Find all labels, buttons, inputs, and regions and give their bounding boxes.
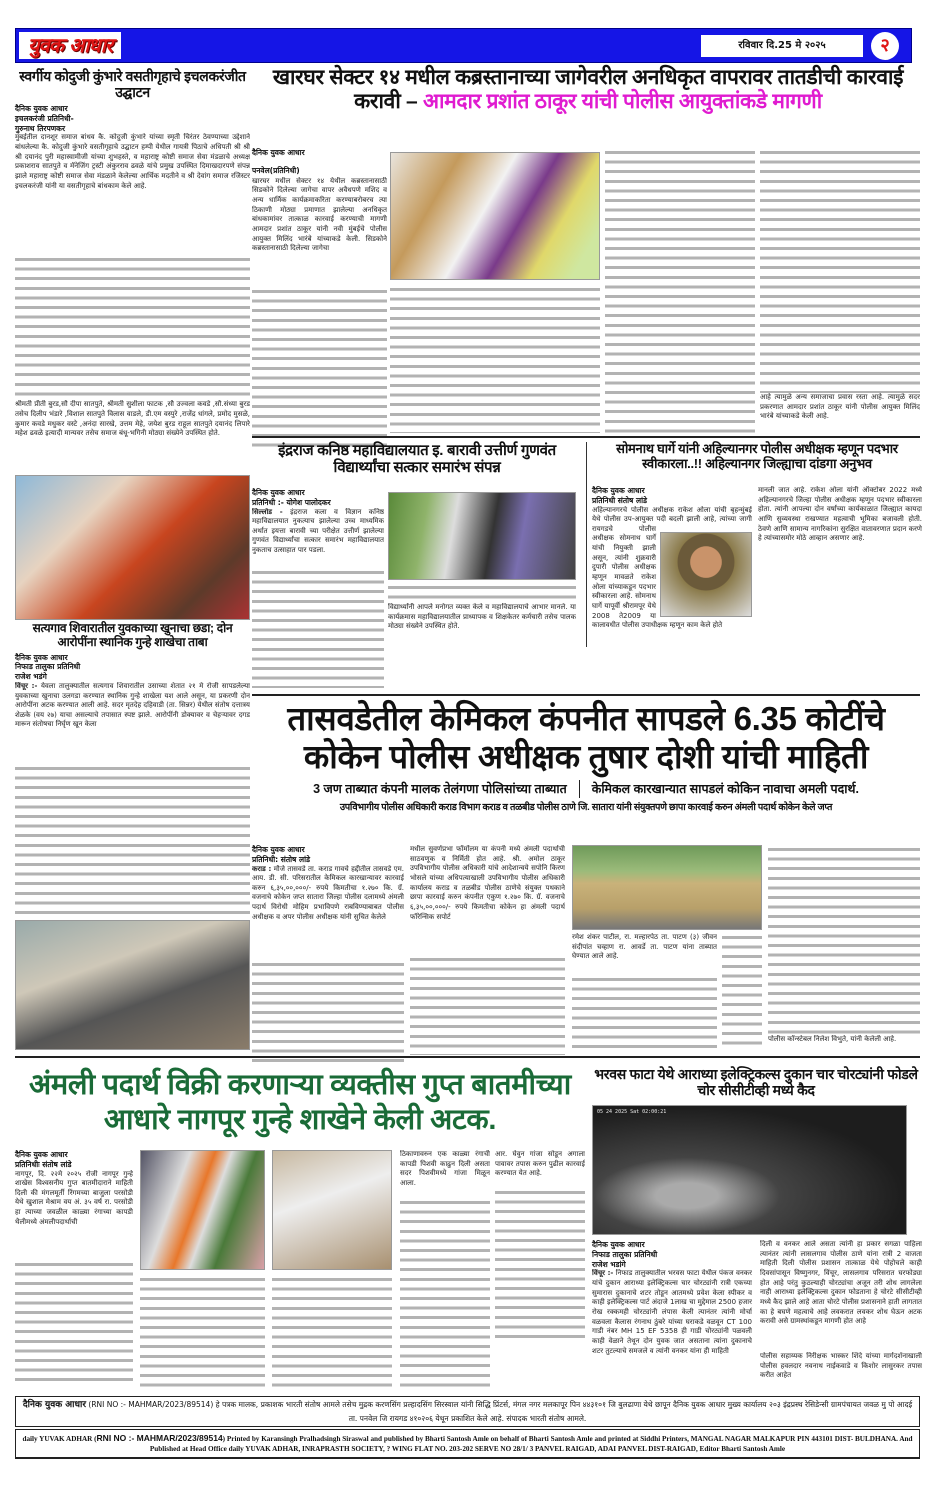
headline: खारघर सेक्टर १४ मधील कब्रस्तानाच्या जागेवरील अनधिकृत वापरावर तातडीची कारवाई करावी – <box>272 66 904 114</box>
article-indraraj <box>252 442 582 477</box>
article-satyagav <box>15 622 250 924</box>
article-body-2: मधील सुवर्णप्रभा फॉर्मोलम या कंपनी मध्ये अंमली पदार्थाची साठवणूक व निर्मिती होत आहे. श्री. अमोल ठाकूर उपविभागीय पोलीस अधिकारी यांचे आदेशान्वये सपोनि किरण भोसले यांच्या अधिपत्याखाली उपविभागीय पोलीस अधिकारी कार्यालय कराड व तळबीड पोलीस ठाणेचे संयुक्त पथकाने छापा कारवाई करुन कंपनीत एकुण १.२७० कि. ग्रॅ. वजनाचे ६,३५,००,०००/- रुपये किमतीचा कोकेन हा अंमली पदार्थ फॉरेन्सिक सपोर्ट <box>410 845 565 921</box>
headline: स्वर्गीय कोदुजी कुंभारे वसतीगृहाचे इचलकरंजीत उद्घाटन <box>19 68 246 101</box>
article-body: इंद्रराज कला व विज्ञान कनिष्ठ महाविद्यालयात नुकत्याच झालेल्या उच्च माध्यमिक अर्थात इयत्ता बारावी च्या परीक्षेत उत्तीर्ण झालेल्या गुणवंत विद्यार्थ्यांचा सत्कार समारंभ महाविद्यालयात नुकताच उत्साहात पार पडला. <box>252 507 384 555</box>
article-body-3: आर. घेवुन गांजा सोडून अगाला पावावर तपास करुन पुढील कारवाई करण्यात येत आहे. <box>495 1150 585 1178</box>
byline-role: निफाड तालुका प्रतिनिधी <box>15 662 81 672</box>
imprint-prefix: daily YUVAK ADHAR ( <box>22 1435 97 1443</box>
indraraj-col-1 <box>252 488 384 688</box>
article-nagpur <box>15 1068 585 1138</box>
somnath-col-1 <box>592 486 752 644</box>
nagpur-col-3 <box>272 1275 392 1390</box>
article-body: मुंबईतील दानशूर समाज बांधव कै. कोदुजी कुंभारे यांच्या स्मृती चिरंतर ठेवण्याच्या उद्देशाने बांधलेल्या कै. कोदुजी कुंभारे वसतीगृहाचे उद्घाटन हम्पी येथील गायत्री पिठाचे अधिपती श्री श्री श्री दयानंद पुरी महास्वामीजी यांच्या शुभहस्ते, व महाराष्ट्र कोष्टी समाज सेवा मंडळाचे अध्यक्ष प्रकाशराव सातपुते व मॅनेजिंग ट्रस्टी अंकुरराव ढवळे यांचे प्रमुख उपस्थित दिमाखदारपणे संपन्न झाले महाराष्ट्र कोष्टी समाज सेवा मंडळाने केलेल्या आर्थिक मदतीने व श्री देवांग समाज रजिस्टर इचलकरंजी यांनी या वसतीगृहाचे बांधकाम केले आहे. <box>15 133 250 190</box>
article-body: अहिल्यानगरचे पोलीस अधीक्षक राकेश ओला यांची बृहन्मुंबई येथे पोलीस उप-आयुक्त पदी बदली झाली आहे, त्यांच्या जागी रायगडचे पोलीस अधीक्षक सोमनाथ घार्गे यांची नियुक्ती झाली असून, त्यांनी शुक्रवारी दुपारी पोलीस अधीक्षक म्हणून मावळते राकेश ओला यांच्याकडून पदभार स्वीकारला आहे. सोमनाथ घार्गे यापूर्वी श्रीरामपूर येथे 2008 ते2009 या कालावधीत पोलीस उपाधीक्षक म्हणून काम केले होते <box>592 505 752 630</box>
khargar-col-1 <box>252 148 387 447</box>
subhead-divider <box>579 780 580 798</box>
masthead <box>15 28 912 63</box>
article-somnath <box>592 442 922 472</box>
article-body: येवला तालुक्यातील सत्यगाव शिवारातील उसाच्या शेतात २१ मे रोजी सापडलेल्या युवकाच्या खुनाचा उलगडा करण्यात स्थानिक गुन्हे शाखेला यश आले असून, या प्रकरणी दोन आरोपींना अटक करण्यात आली आहे. सदर मृतदेह दहिवाडी (ता. सिन्नर) येथील संतोष दत्तात्रय शेळके (वय २७) याचा असल्याचे तपासात स्पष्ट झाले. आरोपींनी डोक्यावर व चेहऱ्यावर दगड मारून संतोषचा निर्घृण खून केला <box>15 681 250 729</box>
bharvas-col-2 <box>760 1240 922 1382</box>
article-cocaine <box>252 700 920 814</box>
nagpur-col-5 <box>495 1150 585 1338</box>
newspaper-logo: युवक आधार <box>19 32 121 59</box>
imprint-english <box>15 1429 920 1459</box>
article-bharvas <box>592 1066 920 1098</box>
accused-arrest-photo <box>140 1150 265 1270</box>
somnath-col-2 <box>758 486 922 646</box>
byline-paper: दैनिक युवक आधार <box>252 845 305 854</box>
dateline: सिल्लोड - <box>252 507 283 516</box>
nagpur-col-2 <box>140 1275 265 1390</box>
imprint-rni: RNI NO :- MAHMAR/2023/89514 <box>96 1433 223 1443</box>
dateline: विंचूर :- <box>592 1269 614 1278</box>
byline-author: गुरुनाथ तिरपणकर <box>15 123 66 133</box>
article-body-continued <box>252 960 404 1065</box>
article-body-continued <box>15 1260 133 1385</box>
article-body-end: पोलीस कॉन्स्टेबल निलेश विभुते, यांनी केलेली आहे. <box>768 1035 897 1043</box>
article-body: खारघर मधील सेक्टर १४ येथील कब्रस्तानासाठी सिडकोने दिलेल्या जागेचा वापर अवैधपणे मशिद व अन्य धार्मिक कार्यक्रमाकरिता करण्याबरोबरच त्या ठिकाणी मोठ्या प्रमाणात झालेल्या अनधिकृत बांधकामांवर तात्काळ कारवाई करण्याची मागणी आमदार प्रशांत ठाकूर यांनी नवी मुंबईचे पोलीस आयुक्त मिलिंद भारंबे यांच्याकडे केली. सिडकोने कब्रस्तानासाठी दिलेल्या जागेचा <box>252 176 387 253</box>
cocaine-col-2 <box>410 845 565 1055</box>
article-body-2: ठिकाणावरुन एक काळ्या रंगाची कापडी पिशवी काढुन दिली असता सदर पिशवीमध्ये गांजा मिळून आला. <box>400 1150 490 1187</box>
inauguration-photo <box>15 475 250 620</box>
khargar-col-3 <box>605 148 755 433</box>
subhead-secondary: उपविभागीय पोलीस अधिकारी कराड विभाग कराड व तळबीड पोलीस ठाणे जि. सातारा यांनी संयुक्तपणे छापा कारवाई करुन अंमली पदार्थ कोकेन केले जप्त <box>339 801 833 813</box>
police-accused-photo <box>15 920 250 1050</box>
dateline: विंचूर :- <box>15 681 38 690</box>
byline-author: प्रतिनिधी :- योगेश पालोदकर <box>252 497 331 507</box>
article-kodu <box>15 68 250 470</box>
bharvas-col-1 <box>592 1240 752 1384</box>
byline-author: प्रतिनिधी संतोष लांडे <box>592 495 648 505</box>
police-team-photo <box>572 845 762 930</box>
byline-paper: दैनिक युवक आधार <box>592 486 645 495</box>
khargar-col-4 <box>760 148 920 431</box>
byline-paper: दैनिक युवक आधार <box>15 652 68 662</box>
article-body: नागपूर, दि. २२मे २०२५ रोजी नागपूर गुन्हे शाखेस विश्वसनीय गुप्त बातमीदाराने माहिती दिली की मंगलमूर्ती रिंगमच्या बाजुला परसोडी येथे खुशाल मेश्राम वय अं. ३५ वर्ष रा. परसोडी हा त्याच्या जवळील काळ्या रंगाच्या कापडी थैलीमध्ये अंमलीपदार्थाची <box>15 1169 133 1226</box>
cocaine-col-1 <box>252 845 404 1065</box>
article-khargar <box>258 66 918 114</box>
article-body-3: पोलीस सहाय्यक निरीक्षक भास्कर शिंदे यांच्या मार्गदर्शनाखाली पोलीस हवलदार नवनाथ नाईकवाडे व किशोर लासुरकर तपास करीत आहेत <box>760 1352 922 1380</box>
article-body-continued <box>252 287 387 447</box>
headline-highlight: आमदार प्रशांत ठाकूर यांची पोलीस आयुक्तांकडे मागणी <box>422 90 822 114</box>
photo-caption: रमेश शंकर पाटील, रा. मल्हारपेठ ता. पाटण (३) जीवन संदीपांत चव्हाण रा. आवर्डे ता. पाटण यांना ताब्यात घेण्यात आले आहे. <box>572 933 717 961</box>
imprint-text: (RNI NO :- MAHMAR/2023/89514) हे पत्रक मालक, प्रकाशक भारती संतोष आमले तसेच मुद्रक करणसिंग प्रल्हादसिंग सिरस्वाल यांनी सिद्धि प्रिंटर्स, मंगल नगर मलकापूर पिन ४४३१०१ जि बुलढाणा येथे छापून दैनिक युवक आधार मुख्य कार्यालय २०३ इंद्रप्रस्थ रेसिडेन्सी ग्रामपंचायत जवळ मु पो आदई ता. पनवेल जि रायगड ४१०२०६ येथून प्रकाशित केले आहे. संपादक भारती संतोष आमले. <box>88 1400 913 1423</box>
headline: सत्यगाव शिवारातील युवकाच्या खुनाचा छडा; दोन आरोपींना स्थानिक गुन्हे शाखेचा ताबा <box>32 621 233 649</box>
memorandum-photo <box>390 152 600 280</box>
article-body-continued <box>15 764 250 924</box>
seized-items-photo <box>272 1150 392 1270</box>
cctv-timestamp: 05 24 2025 Sat 02:00:21 <box>597 1109 667 1115</box>
article-body-wrap <box>592 506 752 644</box>
article-body: मौजे तासवडे ता. कराड गावचे हद्दीतील तासवडे एम. आय. डी. सी. परिसरातील केमिकल कारखान्यावर कारवाई करुन ६,३५,००,०००/- रुपये किमतीचा १.२७० कि. ग्रॅ. वजनाचे कोकेन जप्त सातारा जिल्हा पोलीस दलामध्ये अंमली पदार्थ विरोधी मोहिम प्रभाविपणे राबविण्याबाबत पोलीस अधीक्षक व अपर पोलीस अधीक्षक यांनी सुचित केलेले <box>252 864 404 921</box>
cctv-still-photo <box>592 1105 907 1235</box>
text-filler <box>722 933 762 1050</box>
article-body-continued <box>252 568 384 688</box>
cocaine-col-3 <box>572 933 717 1050</box>
headline: अंमली पदार्थ विक्री करणाऱ्या व्यक्तीस गुप्त बातमीच्या आधारे नागपूर गुन्हे शाखेने केली अटक. <box>29 1069 571 1136</box>
byline-role: निफाड तालुका प्रतिनिधी <box>592 1249 658 1259</box>
byline-paper: दैनिक युवक आधार <box>15 104 68 114</box>
article-body-2: दिली व वनकर आले असता त्यांनी हा प्रकार सगळा पाहिला त्यानंतर त्यांनी लासलगाव पोलीस ठाणे यांना रात्री 2 वाजता माहिती दिली पोलीस प्रशासन तात्काळ येथे पोहोचले काही दिवसांपासून विष्णुनगर, विंचूर, लासलगाव परिसरात घरफोड्या होत आहे परंतु कुठल्याही चोरट्यांचा अजून तरी शोध लागलेला नाही आराध्या इलेक्ट्रिकल्स दुकान फोडताना हे चोरटे सीसीटीव्ही मध्ये कैद झाले आहे आता चोरटे पोलीस प्रशासनाने हाती लागतात का हे बघणे महत्वाचे आहे लवकरात लवकर शोध घेऊन अटक करावी असे ग्रामस्थांकडून मागणी होत आहे <box>760 1240 922 1326</box>
byline-author: प्रतिनिधीः संतोष लांडे <box>15 1159 72 1169</box>
divider <box>252 436 920 438</box>
column-divider <box>586 442 587 647</box>
imprint-text: ) Printed by Karansingh Pralhadsingh Siraswal and published by Bharti Santosh Amle on behalf of Bharti Santosh Amle and printed at Siddhi Printers, MANGAL NAGAR MALKAPUR PIN 443101 DIST- BULDHANA. And Published at Head Office daily YUVAK ADHAR, INRAPRASTH SOCIETY, ? WING FLAT NO. 203-202 SERVE NO 28/1/ 3 PANVEL RAIGAD, ADAI PANVEL DIST-RAIGAD, Editor Bharti Santosh Amle <box>149 1435 913 1454</box>
page-number: २ <box>871 32 899 60</box>
headline: सोमनाथ घार्गे यांनी अहिल्यानगर पोलीस अधीक्षक म्हणून पदभार स्वीकारला..!! अहिल्यानगर जिल्ह्याचा दांडगा अनुभव <box>616 441 898 471</box>
article-body-continued <box>15 255 250 400</box>
article-body-continued <box>410 955 565 1055</box>
article-body-end: विद्यार्थ्यांनी आपले मनोगत व्यक्त केले व महाविद्यालयाचे आभार मानले. या कार्यक्रमास महाविद्यालयातील प्राध्यापक व शिक्षकेतर कर्मचारी तसेच पालक मोठ्या संख्येने उपस्थित होते. <box>388 603 576 631</box>
byline-paper: दैनिक युवक आधार <box>252 488 305 497</box>
subhead-right: केमिकल कारखान्यात सापडलं कोकिन नावाचा अमली पदार्थ. <box>591 782 859 797</box>
students-felicitation-photo <box>388 492 576 580</box>
subhead-left: 3 जण ताब्यात कंपनी मालक तेलंगणा पोलिसांच्या ताब्यात <box>313 782 567 797</box>
somnath-gharge-photo <box>660 532 752 617</box>
article-body-end: आहे त्यामुळे अन्य समाजाचा प्रवास रस्ता आहे. त्यामुळे सदर प्रकरणात आमदार प्रशांत ठाकूर यांनी पोलीस आयुक्त मिलिंद भारंबे यांच्याकडे केली आहे. <box>760 393 920 421</box>
nagpur-col-4 <box>400 1150 490 1388</box>
article-body-end: श्रीमती प्रीती बुरड,सौ दीपा सातपुते, श्रीमती सुशीला फाटक ,सौ उज्वला कवडे ,सौ.संध्या बुरड तसेच दिलीप भंडारे ,विशाल सातपुते विलास वाडले, डी.एम वस्पुरे ,राजेंद्र धांगले, प्रमोद मुसळे, कुमार कवडे मधुकर वस्टे ,अनंदा सारखे, उत्तम मेहे, जयेश बुरड राहूल सातपुते दयानंद लिपारे महेश ढवळे इत्यादी मान्यवर तसेच समाज बंधू-भगिनी मोठ्या संख्येने उपस्थित होते. <box>15 400 250 438</box>
headline: तासवडेतील केमिकल कंपनीत सापडले 6.35 कोटींचे कोकेन पोलीस अधीक्षक तुषार दोशी यांची माहिती <box>287 700 885 775</box>
byline-author: राजेश भडंगे <box>15 672 47 682</box>
imprint-marathi <box>15 1396 920 1427</box>
cocaine-col-4 <box>768 845 920 1055</box>
byline-role: इचलकरंजी प्रतिनिधी- <box>15 113 74 123</box>
khargar-col-2 <box>390 285 600 433</box>
byline-author: राजेश भडांगे <box>592 1259 626 1269</box>
issue-date: रविवार दि.25 मे २०२५ <box>701 35 863 57</box>
article-body: निफाड तालुक्यातील भरवस फाटा येथील पंकज वनकर यांचे दुकान आराध्या इलेक्ट्रिकल्स चार चोरट्यांनी रात्री एकच्या सुमारास दुकानाचे शटर तोडून आतमध्ये प्रवेश केला स्पीकर व काही इलेक्ट्रिकल्स पार्ट अंदाजे 1लाख चा मुद्देमाल 2500 हजार रोख रक्कमही चोरट्यांनी लंपास केली त्यानंतर त्यांनी मोर्चा वळवला कैलास रंगनाथ ठुंबरे यांच्या घराकडे वळवून CT 100 गाडी नंबर MH 15 EF 5358 ही गाडी चोरट्यांनी पळवली काही वेळाने तेथून दोन युवक जात असताना त्यांना दुकानाचे शटर तुटल्याचे समजले व त्यांनी वनकर यांना ही माहिती <box>592 1269 752 1355</box>
byline-author: प्रतिनिधी: संतोष लांडे <box>252 854 311 864</box>
byline-paper: दैनिक युवक आधार <box>252 148 305 157</box>
imprint-brand: दैनिक युवक आधार <box>22 1400 87 1410</box>
indraraj-col-2 <box>388 583 576 645</box>
nagpur-col-1 <box>15 1150 133 1385</box>
byline-paper: दैनिक युवक आधार <box>592 1240 645 1249</box>
byline-role: पनवेल(प्रतिनिधी) <box>252 165 300 175</box>
article-body-end: मानली जात आहे. राकेश ओला यांनी ऑक्टोबर 2022 मध्ये अहिल्यानगरचे जिल्हा पोलीस अधीक्षक म्हणून पदभार स्वीकारला होता. त्यांनी आपल्या दोन वर्षांच्या कार्यकाळात जिल्ह्यात कायदा आणि सुव्यवस्था राखण्यात महत्वाची भूमिका बजावली होती. ठेवणे आणि सामान्य नागरिकांना सुरक्षित वातावरणात प्रदान करणे हे त्यांच्यासमोर मोठे आव्हान असणार आहे. <box>758 486 922 543</box>
headline: भरवस फाटा येथे आराध्या इलेक्ट्रिकल्स दुकान चार चोरट्यांनी फोडले चोर सीसीटीव्ही मध्ये कैद <box>594 1066 918 1099</box>
dateline: कराड : <box>252 864 272 873</box>
byline-paper: दैनिक युवक आधार <box>15 1150 68 1159</box>
divider <box>252 694 920 696</box>
divider <box>15 1056 920 1058</box>
headline: इंद्रराज कनिष्ठ महाविद्यालयात इ. बारावी उत्तीर्ण गुणवंत विद्यार्थ्यांचा सत्कार समारंभ संपन्न <box>278 442 556 477</box>
